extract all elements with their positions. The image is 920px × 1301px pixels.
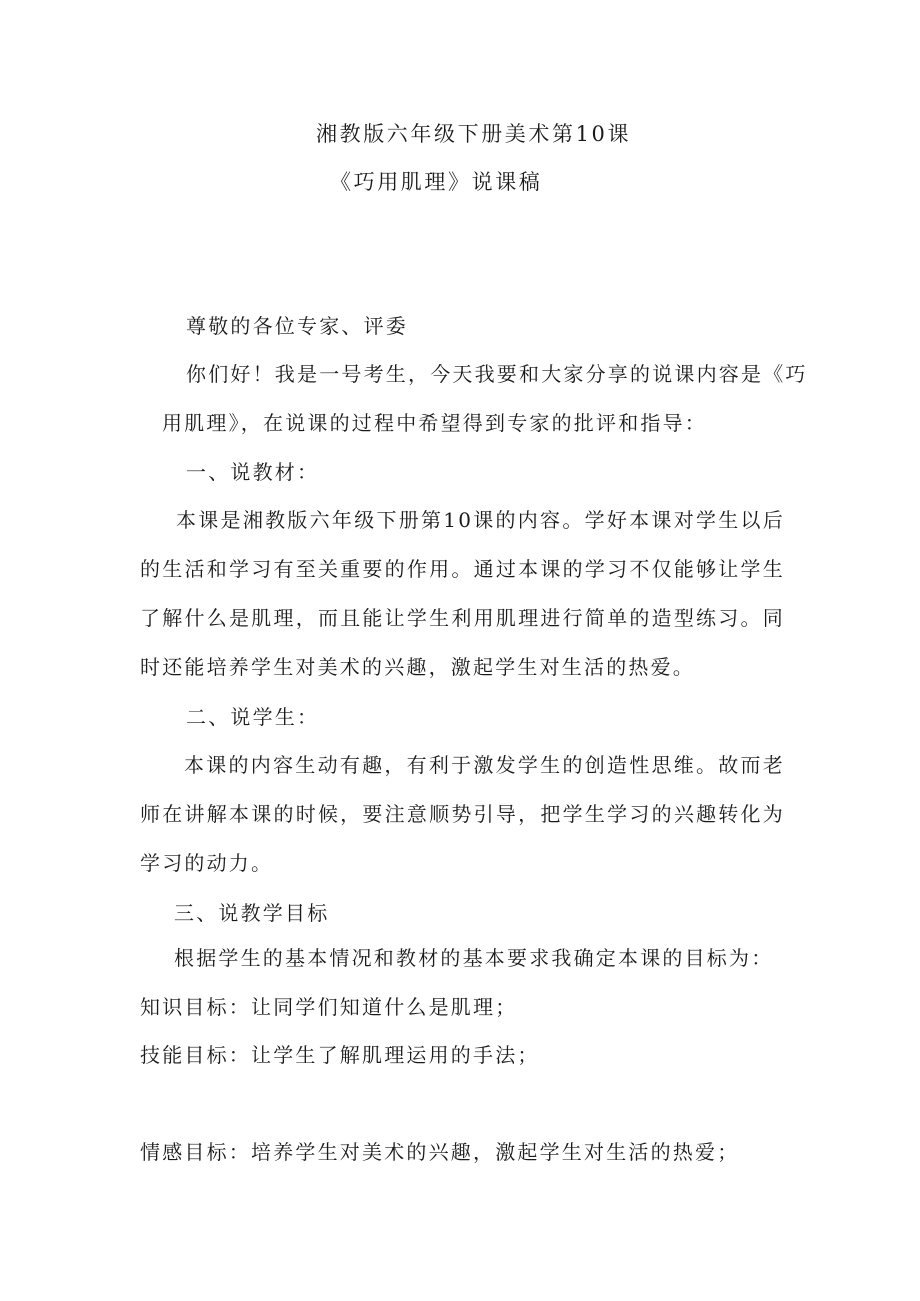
salutation: 尊敬的各位专家、评委 <box>186 314 408 338</box>
section-body-materials: 本课是湘教版六年级下册第10课的内容。学好本课对学生以后的生活和学习有至关重要的作用。通过本课的学习不仅能够让学生了解什么是肌理，而且能让学生利用肌理进行简单的造型练习。同时还能培养学生对美术的兴趣，激起学生对生活的热爱。 <box>140 508 785 679</box>
goal-knowledge: 知识目标：让同学们知道什么是肌理； <box>140 995 518 1019</box>
section-body-students: 本课的内容生动有趣，有利于激发学生的创造性思维。故而老师在讲解本课的时候，要注意顺势引导，把学生学习的兴趣转化为学习的动力。 <box>140 753 785 875</box>
goals-intro: 根据学生的基本情况和教材的基本要求我确定本课的目标为： <box>174 946 774 970</box>
intro-line-1: 你们好！我是一号考生，今天我要和大家分享的说课内容是《巧 <box>186 362 808 386</box>
goal-emotion: 情感目标：培养学生对美术的兴趣，激起学生对生活的热爱； <box>140 1140 740 1164</box>
section-heading-materials: 一、说教材： <box>186 460 320 484</box>
section-heading-students: 二、说学生： <box>186 705 320 729</box>
document-title: 湘教版六年级下册美术第10课 <box>316 122 632 146</box>
section-heading-goals: 三、说教学目标 <box>174 901 330 925</box>
intro-line-2: 用肌理》，在说课的过程中希望得到专家的批评和指导： <box>162 411 707 435</box>
document-subtitle: 《巧用肌理》说课稿 <box>330 170 543 194</box>
goal-skill: 技能目标：让学生了解肌理运用的手法； <box>140 1043 540 1067</box>
